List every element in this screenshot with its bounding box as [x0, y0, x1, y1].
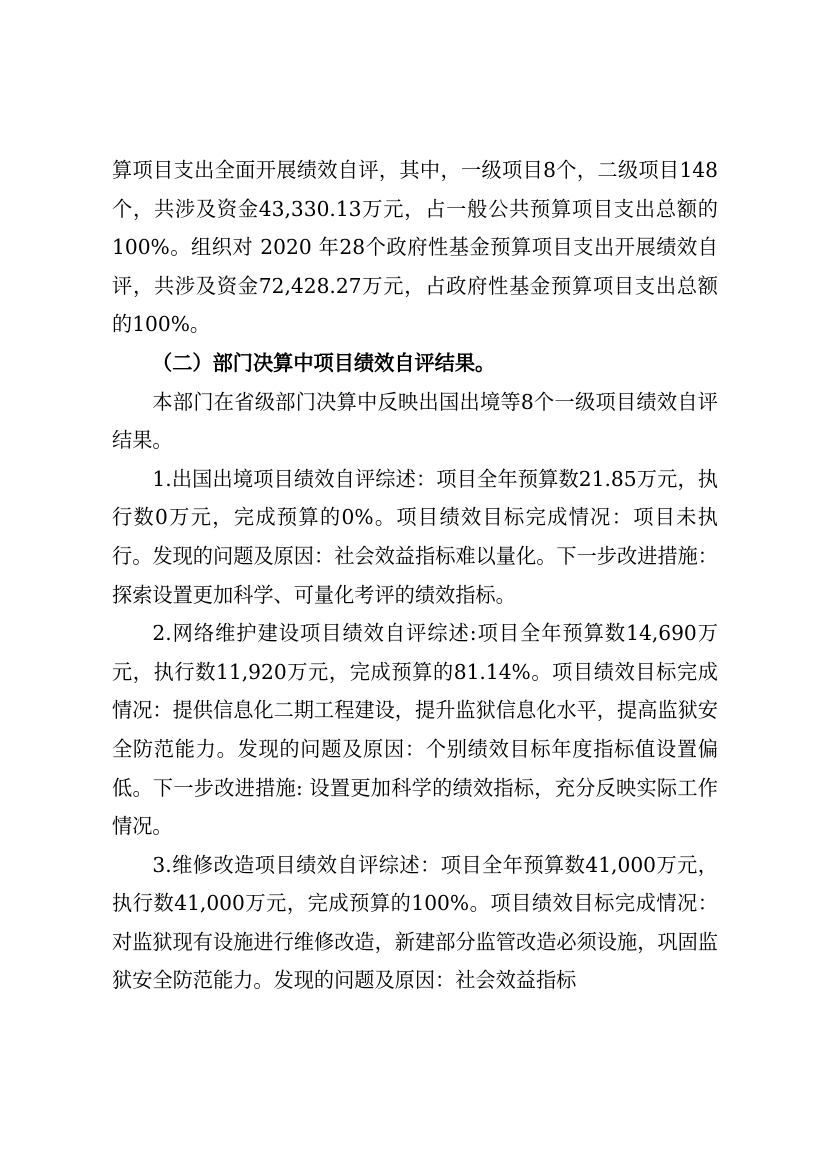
paragraph-item-3: 3.维修改造项目绩效自评综述：项目全年预算数41,000万元，执行数41,000万元，完成预算的100%。项目绩效目标完成情况：对监狱现有设施进行维修改造，新建部分监管改造必须设施，巩固监狱安全防范能力。发现的问题及原因：社会效益指标 [112, 852, 718, 993]
paragraph-summary: 本部门在省级部门决算中反映出国出境等8个一级项目绩效自评结果。 [112, 389, 718, 453]
section-heading: （二）部门决算中项目绩效自评结果。 [152, 350, 496, 375]
paragraph-intro: 算项目支出全面开展绩效自评，其中，一级项目8个，二级项目148个，共涉及资金43,330.13万元，占一般公共预算项目支出总额的100%。组织对 2020 年28个政府性基金预算项目支出开展绩效自评，共涉及资金72,428.27万元，占政府性基金预算项目支出总额的100%。 [112, 158, 718, 337]
document-body [112, 151, 718, 1000]
paragraph-item-2: 2.网络维护建设项目绩效自评综述:项目全年预算数14,690万元，执行数11,920万元，完成预算的81.14%。项目绩效目标完成情况：提供信息化二期工程建设，提升监狱信息化水平，提高监狱安全防范能力。发现的问题及原因：个别绩效目标年度指标值设置偏低。下一步改进措施: 设置更加科学的绩效指标，充分反映实际工作情况。 [112, 621, 718, 839]
paragraph-item-1: 1.出国出境项目绩效自评综述：项目全年预算数21.85万元，执行数0万元，完成预算的0%。项目绩效目标完成情况：项目未执行。发现的问题及原因：社会效益指标难以量化。下一步改进措施：探索设置更加科学、可量化考评的绩效指标。 [112, 466, 718, 607]
